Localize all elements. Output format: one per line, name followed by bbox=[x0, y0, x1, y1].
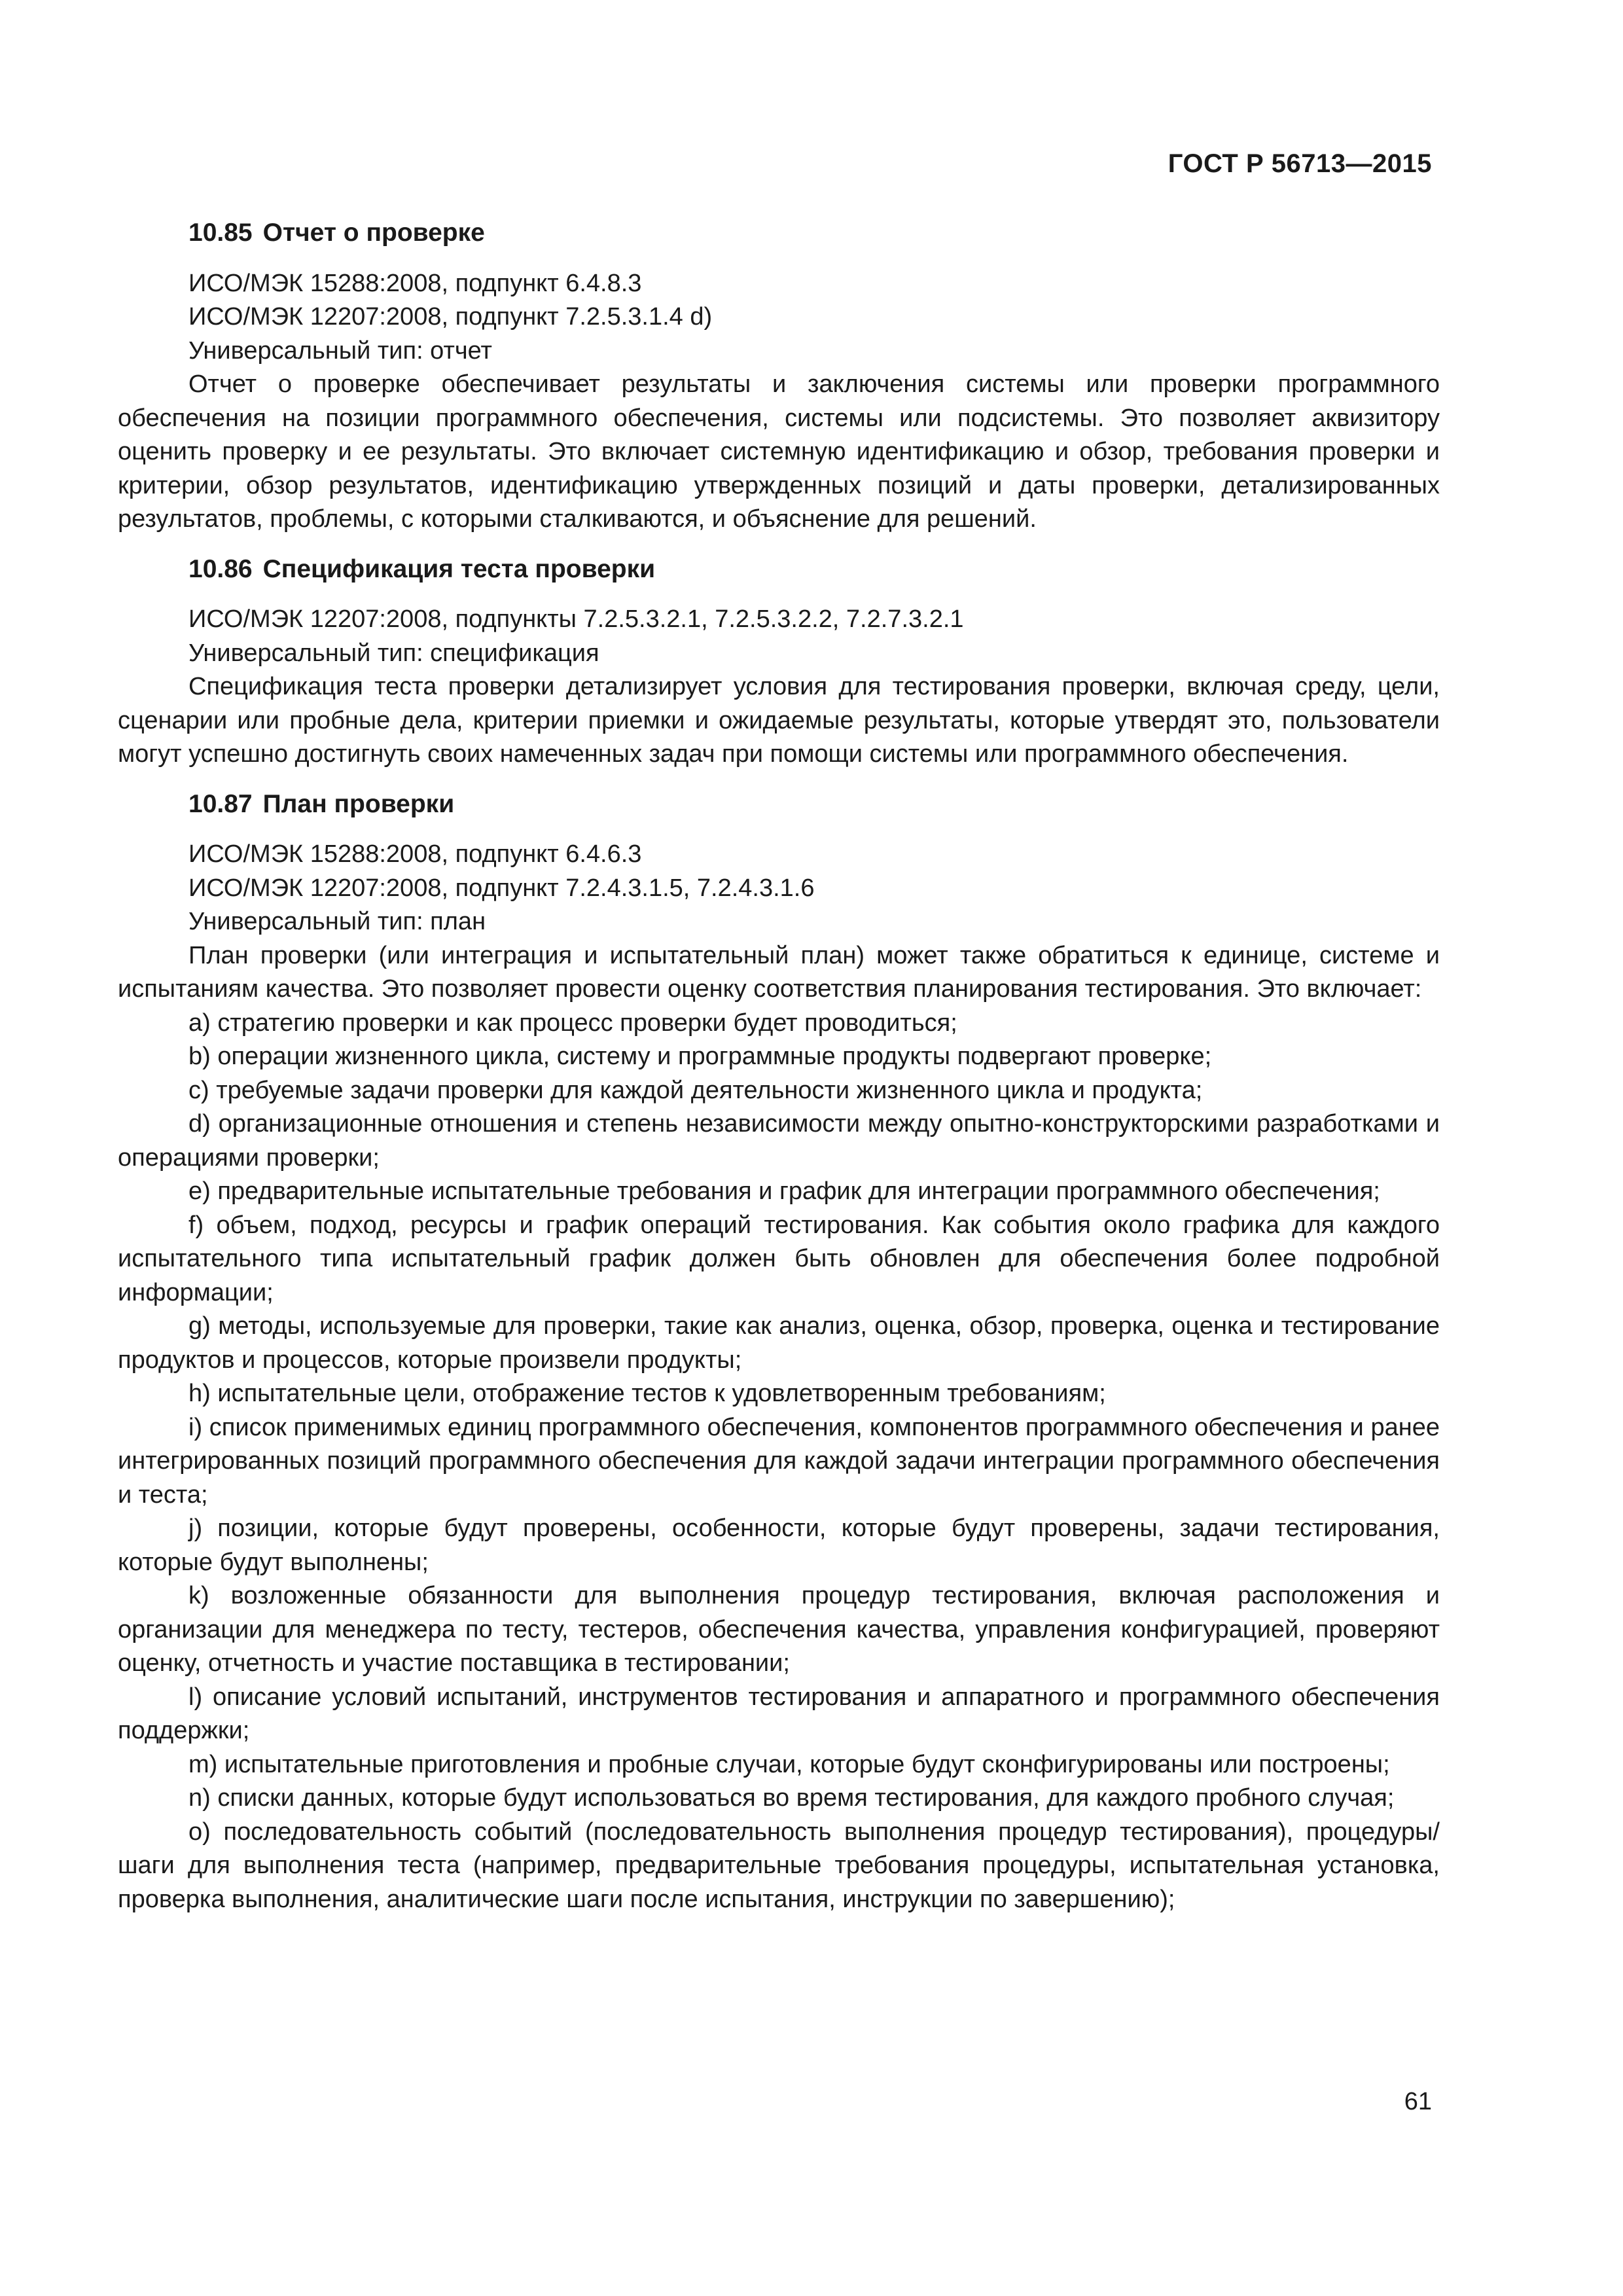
section-10-85 bbox=[118, 216, 1440, 537]
universal-type-line: Универсальный тип: план bbox=[188, 908, 486, 935]
list-item: h) испытательные цели, отображение тестов к удовлетворенным требованиям; bbox=[188, 1380, 1106, 1407]
reference-line: ИСО/МЭК 12207:2008, подпункты 7.2.5.3.2.1, 7.2.5.3.2.2, 7.2.7.3.2.1 bbox=[188, 605, 964, 633]
list-item: n) списки данных, которые будут использоваться во время тестирования, для каждого пробного случая; bbox=[188, 1784, 1395, 1812]
standard-code: ГОСТ Р 56713—2015 bbox=[1168, 149, 1432, 178]
section-title bbox=[118, 552, 1440, 586]
universal-type-line: Универсальный тип: отчет bbox=[188, 336, 492, 365]
list-item: b) операции жизненного цикла, систему и программные продукты подвергают проверке; bbox=[188, 1043, 1212, 1070]
list-item: a) стратегию проверки и как процесс проверки будет проводиться; bbox=[188, 1009, 957, 1037]
list-item: m) испытательные приготовления и пробные случаи, которые будут сконфигурированы или построены; bbox=[188, 1750, 1390, 1778]
reference-line: ИСО/МЭК 15288:2008, подпункт 6.4.6.3 bbox=[188, 840, 642, 868]
section-title bbox=[118, 216, 1440, 250]
list-item: j) позиции, которые будут проверены, особенности, которые будут проверены, задачи тестирования, которые будут выполнены; bbox=[118, 1515, 1440, 1576]
list-item: e) предварительные испытательные требования и график для интеграции программного обеспечения; bbox=[188, 1177, 1380, 1205]
list-item: c) требуемые задачи проверки для каждой деятельности жизненного цикла и продукта; bbox=[188, 1076, 1203, 1104]
section-body: Спецификация теста проверки детализирует условия для тестирования проверки, включая среду, цели, сценарии или пробные дела, критерии приемки и ожидаемые результаты, которые утвердят это, пользователи могут успешно достигнуть своих намеченных задач при помощи системы или программного обеспечения. bbox=[118, 673, 1440, 768]
section-number: 10.87 bbox=[188, 789, 253, 818]
section-body: Отчет о проверке обеспечивает результаты и заключения системы или проверки программного обеспечения на позиции программного обеспечения, системы или подсистемы. Это позволяет аквизитору оценить проверку и ее результаты. Это включает системную идентификацию и обзор, требования проверки и критерии, обзор результатов, идентификацию утвержденных позиций и даты проверки, детализированных результатов, проблемы, с которыми сталкиваются, и объяснение для решений. bbox=[118, 370, 1440, 533]
reference-line: ИСО/МЭК 15288:2008, подпункт 6.4.8.3 bbox=[188, 269, 642, 297]
section-title-text: План проверки bbox=[262, 789, 455, 818]
list-item: f) объем, подход, ресурсы и график операций тестирования. Как события около графика для каждого испытательного типа испытательный график должен быть обновлен для обеспечения более подробной информации; bbox=[118, 1211, 1440, 1306]
universal-type-line: Универсальный тип: спецификация bbox=[188, 639, 599, 667]
list-item: i) список применимых единиц программного обеспечения, компонентов программного обеспечения и ранее интегрированных позиций программного обеспечения для каждой задачи интеграции программного обеспечения и теста; bbox=[118, 1413, 1440, 1509]
list-item: g) методы, используемые для проверки, такие как анализ, оценка, обзор, проверка, оценка и тестирование продуктов и процессов, которые произвели продукты; bbox=[118, 1312, 1440, 1374]
list-item: k) возложенные обязанности для выполнения процедур тестирования, включая расположения и организации для менеджера по тесту, тестеров, обеспечения качества, управления конфигурацией, проверяют оценку, отчетность и участие поставщика в тестировании; bbox=[118, 1582, 1440, 1677]
section-body: План проверки (или интеграция и испытательный план) может также обратиться к единице, системе и испытаниям качества. Это позволяет провести оценку соответствия планирования тестирования. Это включает: bbox=[118, 941, 1440, 1003]
section-number: 10.85 bbox=[188, 219, 253, 247]
section-title-text: Отчет о проверке bbox=[262, 219, 485, 247]
section-10-87 bbox=[118, 787, 1440, 1917]
section-title-text: Спецификация теста проверки bbox=[262, 554, 656, 583]
section-10-86 bbox=[118, 552, 1440, 772]
list-item: d) организационные отношения и степень независимости между опытно-конструкторскими разработками и операциями проверки; bbox=[118, 1110, 1440, 1172]
page-number: 61 bbox=[1404, 2088, 1432, 2115]
reference-line: ИСО/МЭК 12207:2008, подпункт 7.2.4.3.1.5, 7.2.4.3.1.6 bbox=[188, 874, 815, 902]
reference-line: ИСО/МЭК 12207:2008, подпункт 7.2.5.3.1.4 d) bbox=[188, 303, 713, 331]
section-title bbox=[118, 787, 1440, 821]
list-item: o) последовательность событий (последовательность выполнения процедур тестирования), процедуры/шаги для выполнения теста (например, предварительные требования процедуры, испытательная установка, проверка выполнения, аналитические шаги после испытания, инструкции по завершению); bbox=[118, 1818, 1440, 1913]
list-item: l) описание условий испытаний, инструментов тестирования и аппаратного и программного обеспечения поддержки; bbox=[118, 1683, 1440, 1744]
section-number: 10.86 bbox=[188, 554, 253, 583]
page-content bbox=[118, 216, 1440, 1932]
